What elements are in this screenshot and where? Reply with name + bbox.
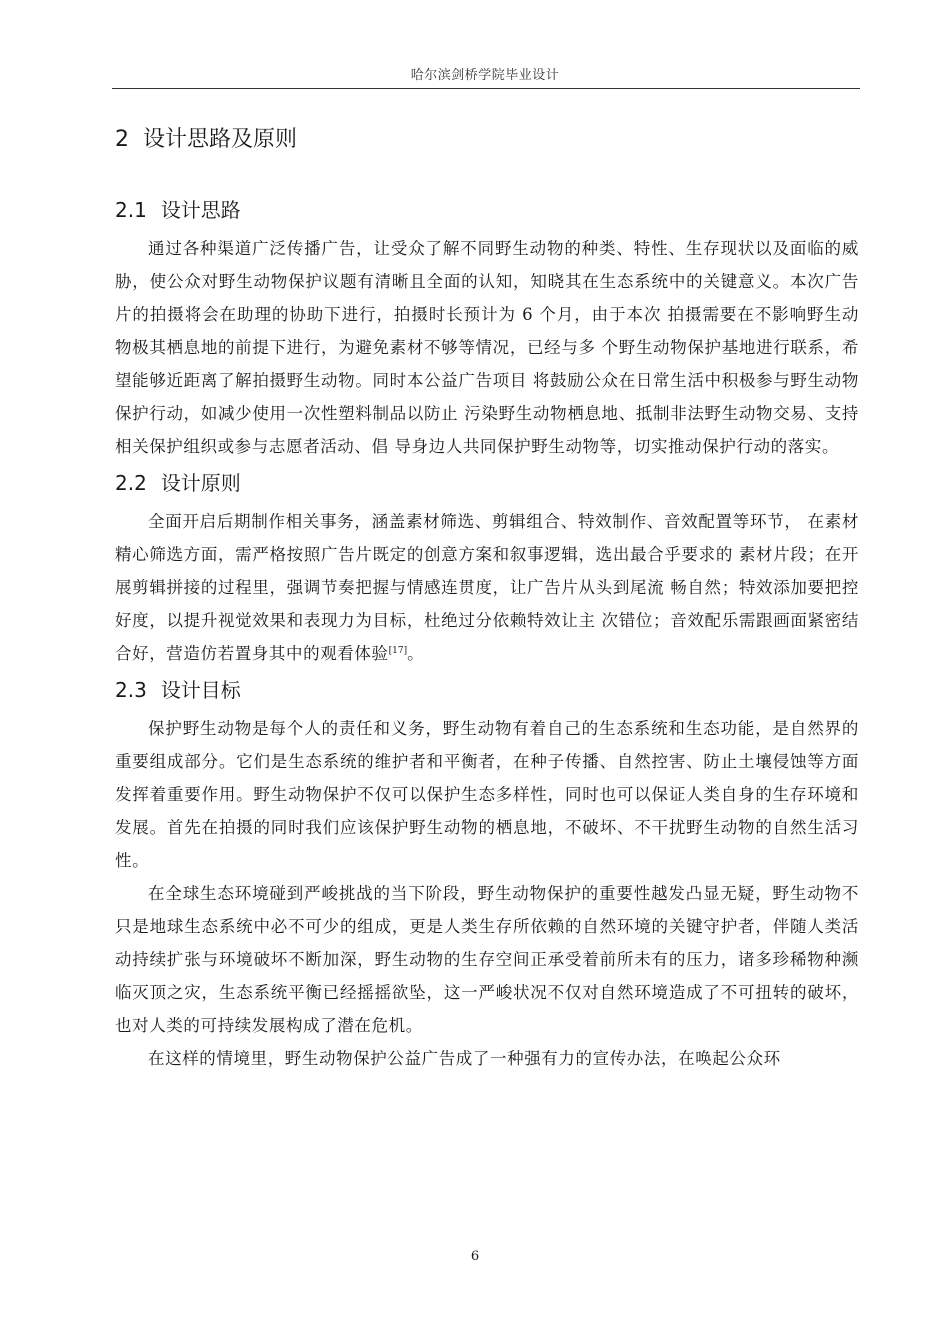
chapter-heading <box>115 118 859 162</box>
paragraph: 通过各种渠道广泛传播广告，让受众了解不同野生动物的种类、特性、生存现状以及面临的威胁，使公众对野生动物保护议题有清晰且全面的认知，知晓其在生态系统中的关键意义。本次广告片的拍摄将会在助理的协助下进行，拍摄时长预计为 6 个月，由于本次 拍摄需要在不影响野生动物极其栖息地的前提下进行，为避免素材不够等情况，已经与多 个野生动物保护基地进行联系，希望能够近距离了解拍摄野生动物。同时本公益广告项目 将鼓励公众在日常生活中积极参与野生动物保护行动，如减少使用一次性塑料制品以防止 污染野生动物栖息地、抵制非法野生动物交易、支持相关保护组织或参与志愿者活动、倡 导身边人共同保护野生动物等，切实推动保护行动的落实。 <box>115 239 859 456</box>
paragraph-end: 。 <box>407 644 425 663</box>
section-heading <box>115 190 859 230</box>
section-number: 2.2 <box>115 471 147 495</box>
header-divider <box>112 88 860 89</box>
section-title: 设计思路 <box>160 198 241 222</box>
citation-reference: [17] <box>388 646 408 656</box>
section-heading <box>115 670 859 710</box>
section-title: 设计目标 <box>160 678 241 702</box>
paragraph: 保护野生动物是每个人的责任和义务，野生动物有着自己的生态系统和生态功能，是自然界的重要组成部分。它们是生态系统的维护者和平衡者，在种子传播、自然控害、防止土壤侵蚀等方面发挥着重要作用。野生动物保护不仅可以保护生态多样性，同时也可以保证人类自身的生存环境和发展。首先在拍摄的同时我们应该保护野生动物的栖息地，不破坏、不干扰野生动物的自然生活习性。 <box>115 719 859 870</box>
chapter-number: 2 <box>115 127 129 152</box>
running-header: 哈尔滨剑桥学院毕业设计 <box>410 68 560 83</box>
section-heading <box>115 463 859 503</box>
section-number: 2.3 <box>115 678 147 702</box>
page-body <box>115 118 859 1075</box>
paragraph <box>115 505 859 670</box>
paragraph-text: 全面开启后期制作相关事务，涵盖素材筛选、剪辑组合、特效制作、音效配置等环节， 在素材精心筛选方面，需严格按照广告片既定的创意方案和叙事逻辑，选出最合乎要求的 素材片段；在开展剪辑拼接的过程里，强调节奏把握与情感连贯度，让广告片从头到尾流 畅自然；特效添加要把控好度，以提升视觉效果和表现力为目标，杜绝过分依赖特效让主 次错位；音效配乐需跟画面紧密结合好，营造仿若置身其中的观看体验 <box>115 512 859 663</box>
section-title: 设计原则 <box>160 471 241 495</box>
page-number: 6 <box>470 1249 480 1264</box>
chapter-title: 设计思路及原则 <box>143 127 298 152</box>
paragraph: 在这样的情境里，野生动物保护公益广告成了一种强有力的宣传办法，在唤起公众环 <box>148 1049 781 1068</box>
paragraph: 在全球生态环境碰到严峻挑战的当下阶段，野生动物保护的重要性越发凸显无疑，野生动物不只是地球生态系统中必不可少的组成，更是人类生存所依赖的自然环境的关键守护者，伴随人类活动持续扩张与环境破坏不断加深，野生动物的生存空间正承受着前所未有的压力，诸多珍稀物种濒临灭顶之灾，生态系统平衡已经摇摇欲坠，这一严峻状况不仅对自然环境造成了不可扭转的破坏，也对人类的可持续发展构成了潜在危机。 <box>115 884 859 1035</box>
section-number: 2.1 <box>115 198 147 222</box>
